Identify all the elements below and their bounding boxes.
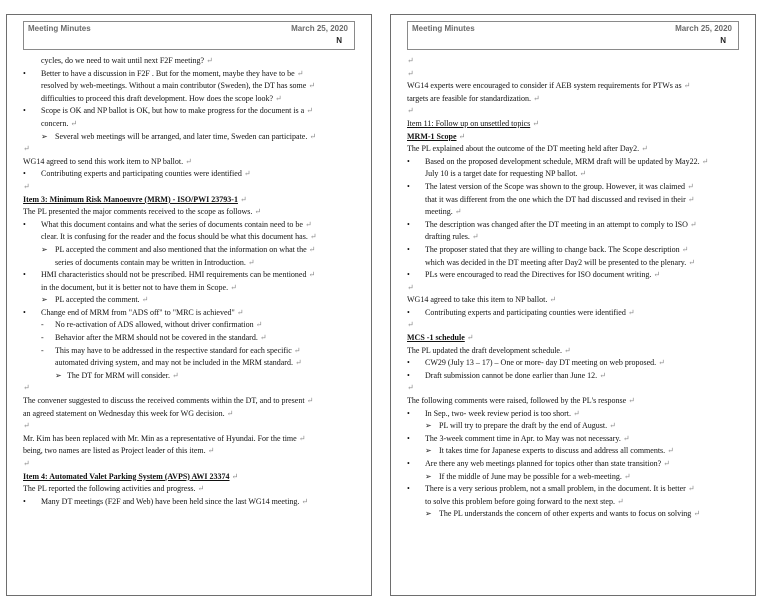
paragraph-mark: ↵ [639,144,648,154]
line-text: Contributing experts and participating counties were identified [425,307,626,317]
section-heading [23,194,359,207]
bullet-marker: ➢ [41,295,48,305]
paragraph-mark: ↵ [257,333,267,343]
text-line [23,282,359,295]
document-page-left [6,14,372,596]
line-text: Are there any web meetings planned for topics other than state transition? [425,459,662,468]
paragraph-mark: ↵ [237,194,247,204]
text-line [23,206,359,219]
text-line [407,357,743,370]
document-page-right [390,14,756,596]
paragraph-mark: ↵ [531,93,540,103]
paragraph-mark: ↵ [183,156,192,166]
text-line [23,382,359,395]
line-text: The description was changed after the DT meeting in an attempt to comply to ISO [425,219,688,229]
line-text: that it was different from the one which the DT had discussed and revised in their [425,194,686,204]
line-text: WG14 experts were encouraged to consider if AEB system requirements for PTWs as [407,81,682,91]
paragraph-mark: ↵ [292,358,302,368]
line-text: No re-activation of ADS allowed, without driver confirmation [55,320,254,330]
paragraph-mark: ↵ [547,295,557,305]
text-line [407,55,743,68]
paragraph-mark: ↵ [306,244,316,254]
paragraph-mark: ↵ [407,68,414,78]
page-body [407,55,743,521]
header-title: Meeting Minutes [412,24,475,33]
bullet-marker: • [23,219,26,229]
bullet-marker: • [23,68,26,78]
line-text: HMI characteristics should not be prescribed. HMI requirements can be mentioned [41,270,307,280]
text-line [23,370,359,383]
header-mark: N [336,36,342,45]
paragraph-mark: ↵ [273,93,282,103]
text-line [23,80,359,93]
line-text: The PL understands the concern of other experts and wants to focus on solving [439,509,692,519]
text-line [407,458,743,471]
text-line [23,131,359,144]
paragraph-mark: ↵ [205,446,215,456]
line-text: Item 3: Minimum Risk Manoeuvre (MRM) - ISO/PWI 23793-1 [23,194,238,204]
paragraph-mark: ↵ [607,421,616,431]
bullet-marker: - [41,345,44,355]
line-text: The DT for MRM will consider. [67,370,170,380]
page-header [407,21,739,50]
line-text: MCS -1 schedule [407,333,465,343]
text-line [23,294,359,307]
line-text: The latest version of the Scope was shown to the group. However, it was claimed [425,181,686,191]
paragraph-mark: ↵ [302,219,312,229]
bullet-marker: • [23,496,26,506]
header-date: March 25, 2020 [291,24,348,33]
text-line [23,332,359,345]
paragraph-mark: ↵ [299,496,309,506]
text-line [23,219,359,232]
text-line [407,319,743,332]
section-heading [407,118,743,131]
line-text: There is a very serious problem, not a small problem, in the document. It is better [425,484,686,494]
paragraph-mark: ↵ [561,345,571,355]
line-text: PLs were encouraged to read the Directives for ISO document writing. [425,270,652,280]
paragraph-mark: ↵ [253,320,263,330]
text-line [407,219,743,232]
line-text: an agreed statement on Wednesday this week for WG decision. [23,408,225,418]
line-text: Better to have a discussion in F2F . But for the moment, maybe they have to be [41,68,295,78]
text-line [23,244,359,257]
line-text: Change end of MRM from "ADS off" to "MRC is achieved" [41,307,235,317]
text-line [23,231,359,244]
paragraph-mark: ↵ [23,181,30,191]
text-line [407,345,743,358]
paragraph-mark: ↵ [464,333,474,343]
paragraph-mark: ↵ [597,370,606,380]
line-text: PL accepted the comment. [55,295,140,305]
line-text: Based on the proposed development schedule, MRM draft will be updated by May22. [425,156,700,166]
paragraph-mark: ↵ [294,68,304,78]
text-line [23,433,359,446]
line-text: Mr. Kim has been replaced with Mr. Min as a representative of Hyundai. For the time [23,433,297,443]
bullet-marker: • [407,244,410,254]
text-line [23,156,359,169]
line-text: The PL presented the major comments received to the scope as follows. [23,207,253,217]
header-divider [407,49,739,50]
text-line [23,458,359,471]
paragraph-mark: ↵ [23,421,30,431]
paragraph-mark: ↵ [407,282,414,292]
bullet-marker: • [23,169,26,179]
bullet-marker: • [407,270,410,280]
bullet-marker: ➢ [41,131,48,141]
line-text: Item 4: Automated Valet Parking System (AVPS) AWI 23374 [23,471,230,481]
text-line [407,257,743,270]
paragraph-mark: ↵ [620,433,630,443]
line-text: which was decided in the DT meeting after Day2 will be presented to the plenary. [425,257,687,267]
text-line [407,269,743,282]
text-line [407,105,743,118]
text-line [407,156,743,169]
bullet-marker: • [407,156,410,166]
text-line [407,395,743,408]
paragraph-mark: ↵ [296,433,306,443]
bullet-marker: • [407,484,410,494]
paragraph-mark: ↵ [306,270,316,280]
text-line [407,93,743,106]
section-heading [407,332,743,345]
paragraph-mark: ↵ [229,471,239,481]
text-line [23,143,359,156]
bullet-marker: ➢ [425,471,432,481]
line-text: Item 11: Follow up on unsettled topics [407,118,531,128]
line-text: meeting. [425,207,453,217]
section-heading [23,471,359,484]
paragraph-mark: ↵ [691,509,701,519]
paragraph-mark: ↵ [469,232,479,242]
line-text: What this document contains and what the series of documents contain need to be [41,219,303,229]
paragraph-mark: ↵ [224,408,234,418]
bullet-marker: - [41,320,44,330]
paragraph-mark: ↵ [685,484,695,494]
text-line [407,231,743,244]
line-text: The following comments were raised, followed by the PL's response [407,396,627,406]
text-line [23,395,359,408]
text-line [407,445,743,458]
text-line [23,307,359,320]
line-text: This may have to be addressed in the respective standard for each specific [55,345,292,355]
line-text: drafting rules. [425,232,470,242]
text-line [407,206,743,219]
paragraph-mark: ↵ [291,345,301,355]
paragraph-mark: ↵ [68,118,78,128]
text-line [23,105,359,118]
page-header [23,21,355,50]
header-mark: N [720,36,726,45]
line-text: Contributing experts and participating counties were identified [41,169,242,179]
line-text: The proposer stated that they are willing to change back. The Scope description [425,244,680,254]
paragraph-mark: ↵ [204,56,213,65]
text-line [407,143,743,156]
paragraph-mark: ↵ [625,307,635,317]
paragraph-mark: ↵ [304,106,313,116]
bullet-marker: • [23,307,26,317]
paragraph-mark: ↵ [245,257,255,267]
text-line [407,168,743,181]
paragraph-mark: ↵ [614,496,624,506]
line-text: If the middle of June may be possible for a web-meeting. [439,471,622,481]
line-text: resolved by web-meetings. Without a main contributor (Sweden), the DT has some [41,81,307,91]
paragraph-mark: ↵ [304,396,314,406]
line-text: to solve this problem before going forward to the next step. [425,496,615,506]
paragraph-mark: ↵ [306,81,316,91]
line-text: July 10 is a target date for requesting NP ballot. [425,169,578,179]
bullet-marker: • [407,433,410,443]
text-line [407,433,743,446]
paragraph-mark: ↵ [577,169,587,179]
line-text: CW29 (July 13 – 17) – One or more- day DT meeting on web proposed. [425,358,657,368]
text-line [407,294,743,307]
text-line [23,357,359,370]
line-text: Draft submission cannot be done earlier than June 12. [425,370,598,380]
text-line [23,483,359,496]
paragraph-mark: ↵ [139,295,149,305]
paragraph-mark: ↵ [307,131,317,141]
text-line [23,118,359,131]
paragraph-mark: ↵ [234,307,244,317]
line-text: It takes time for Japanese experts to discuss and address all comments. [439,446,666,456]
text-line [407,471,743,484]
text-line [23,55,359,68]
text-line [407,408,743,421]
bullet-marker: • [407,307,410,317]
text-line [23,496,359,509]
text-line [23,257,359,270]
text-line [407,382,743,395]
line-text: being, two names are listed as Project leader of this item. [23,446,206,456]
paragraph-mark: ↵ [685,194,695,204]
text-line [407,496,743,509]
text-line [407,420,743,433]
text-line [407,181,743,194]
paragraph-mark: ↵ [252,207,262,217]
header-title: Meeting Minutes [28,24,91,33]
section-heading [407,131,743,144]
paragraph-mark: ↵ [241,169,251,179]
line-text: concern. [41,118,69,128]
line-text: Many DT meetings (F2F and Web) have been held since the last WG14 meeting. [41,496,300,506]
bullet-marker: • [23,270,26,280]
paragraph-mark: ↵ [452,207,462,217]
line-text: The PL explained about the outcome of the DT meeting held after Day2. [407,144,640,154]
paragraph-mark: ↵ [686,257,695,267]
text-line [23,93,359,106]
bullet-marker: ➢ [55,370,62,380]
text-line [407,307,743,320]
page-body [23,55,359,508]
bullet-marker: • [23,106,26,116]
line-text: cycles, do we need to wait until next F2F meeting? [41,56,205,65]
paragraph-mark: ↵ [656,358,665,368]
paragraph-mark: ↵ [228,282,237,292]
line-text: targets are feasible for standardization. [407,93,532,103]
bullet-marker: ➢ [425,421,432,431]
line-text: series of documents contain may be written in Introduction. [55,257,246,267]
paragraph-mark: ↵ [699,156,709,166]
text-line [23,68,359,81]
text-line [23,445,359,458]
text-line [407,508,743,521]
paragraph-mark: ↵ [621,471,631,481]
paragraph-mark: ↵ [407,56,414,65]
text-line [407,244,743,257]
paragraph-mark: ↵ [679,244,689,254]
text-line [23,269,359,282]
text-line [23,168,359,181]
bullet-marker: ➢ [425,509,432,519]
paragraph-mark: ↵ [651,270,661,280]
line-text: Scope is OK and NP ballot is OK, but how to make progress for the document is a [41,106,305,116]
text-line [407,68,743,81]
header-date: March 25, 2020 [675,24,732,33]
line-text: difficulties to proceed this draft development. How does the scope look? [41,93,274,103]
paragraph-mark: ↵ [681,81,691,91]
line-text: Behavior after the MRM should not be covered in the standard. [55,333,258,343]
header-divider [23,49,355,50]
paragraph-mark: ↵ [407,383,414,393]
text-line [23,345,359,358]
line-text: Several web meetings will be arranged, and later time, Sweden can participate. [55,131,308,141]
line-text: WG14 agreed to take this item to NP ballot. [407,295,548,305]
text-line [23,408,359,421]
paragraph-mark: ↵ [570,408,580,418]
paragraph-mark: ↵ [530,118,539,128]
line-text: The 3-week comment time in Apr. to May was not necessary. [425,433,621,443]
line-text: The PL reported the following activities and progress. [23,484,196,494]
line-text: automated driving system, and may not be included in the MRM standard. [55,358,293,368]
bullet-marker: • [407,408,410,418]
text-line [23,319,359,332]
paragraph-mark: ↵ [195,484,205,494]
text-line [407,282,743,295]
paragraph-mark: ↵ [665,446,674,456]
line-text: The convener suggested to discuss the received comments within the DT, and to present [23,396,305,406]
bullet-marker: • [407,358,410,368]
paragraph-mark: ↵ [687,219,697,229]
paragraph-mark: ↵ [407,320,414,330]
line-text: PL accepted the comment and also mentioned that the information on what the [55,244,307,254]
paragraph-mark: ↵ [456,131,466,141]
text-line [23,181,359,194]
line-text: MRM-1 Scope [407,131,457,141]
bullet-marker: • [407,181,410,191]
bullet-marker: ➢ [41,244,48,254]
bullet-marker: • [407,370,410,380]
bullet-marker: • [407,459,410,468]
bullet-marker: ➢ [425,446,432,456]
text-line [407,194,743,207]
text-line [407,80,743,93]
line-text: WG14 agreed to send this work item to NP ballot. [23,156,184,166]
paragraph-mark: ↵ [407,106,414,116]
paragraph-mark: ↵ [23,144,30,154]
text-line [407,483,743,496]
paragraph-mark: ↵ [169,370,179,380]
line-text: in the document, but it is better not to have them in Scope. [41,282,229,292]
line-text: In Sep., two- week review period is too short. [425,408,571,418]
bullet-marker: - [41,333,44,343]
paragraph-mark: ↵ [307,232,317,242]
paragraph-mark: ↵ [23,459,30,468]
line-text: PL will try to prepare the draft by the end of August. [439,421,608,431]
text-line [23,420,359,433]
text-line [407,370,743,383]
paragraph-mark: ↵ [23,383,30,393]
line-text: clear. It is confusing for the reader and the focus should be what this document has. [41,232,308,242]
paragraph-mark: ↵ [661,459,670,468]
paragraph-mark: ↵ [626,396,635,406]
paragraph-mark: ↵ [685,181,694,191]
line-text: The PL updated the draft development schedule. [407,345,562,355]
bullet-marker: • [407,219,410,229]
